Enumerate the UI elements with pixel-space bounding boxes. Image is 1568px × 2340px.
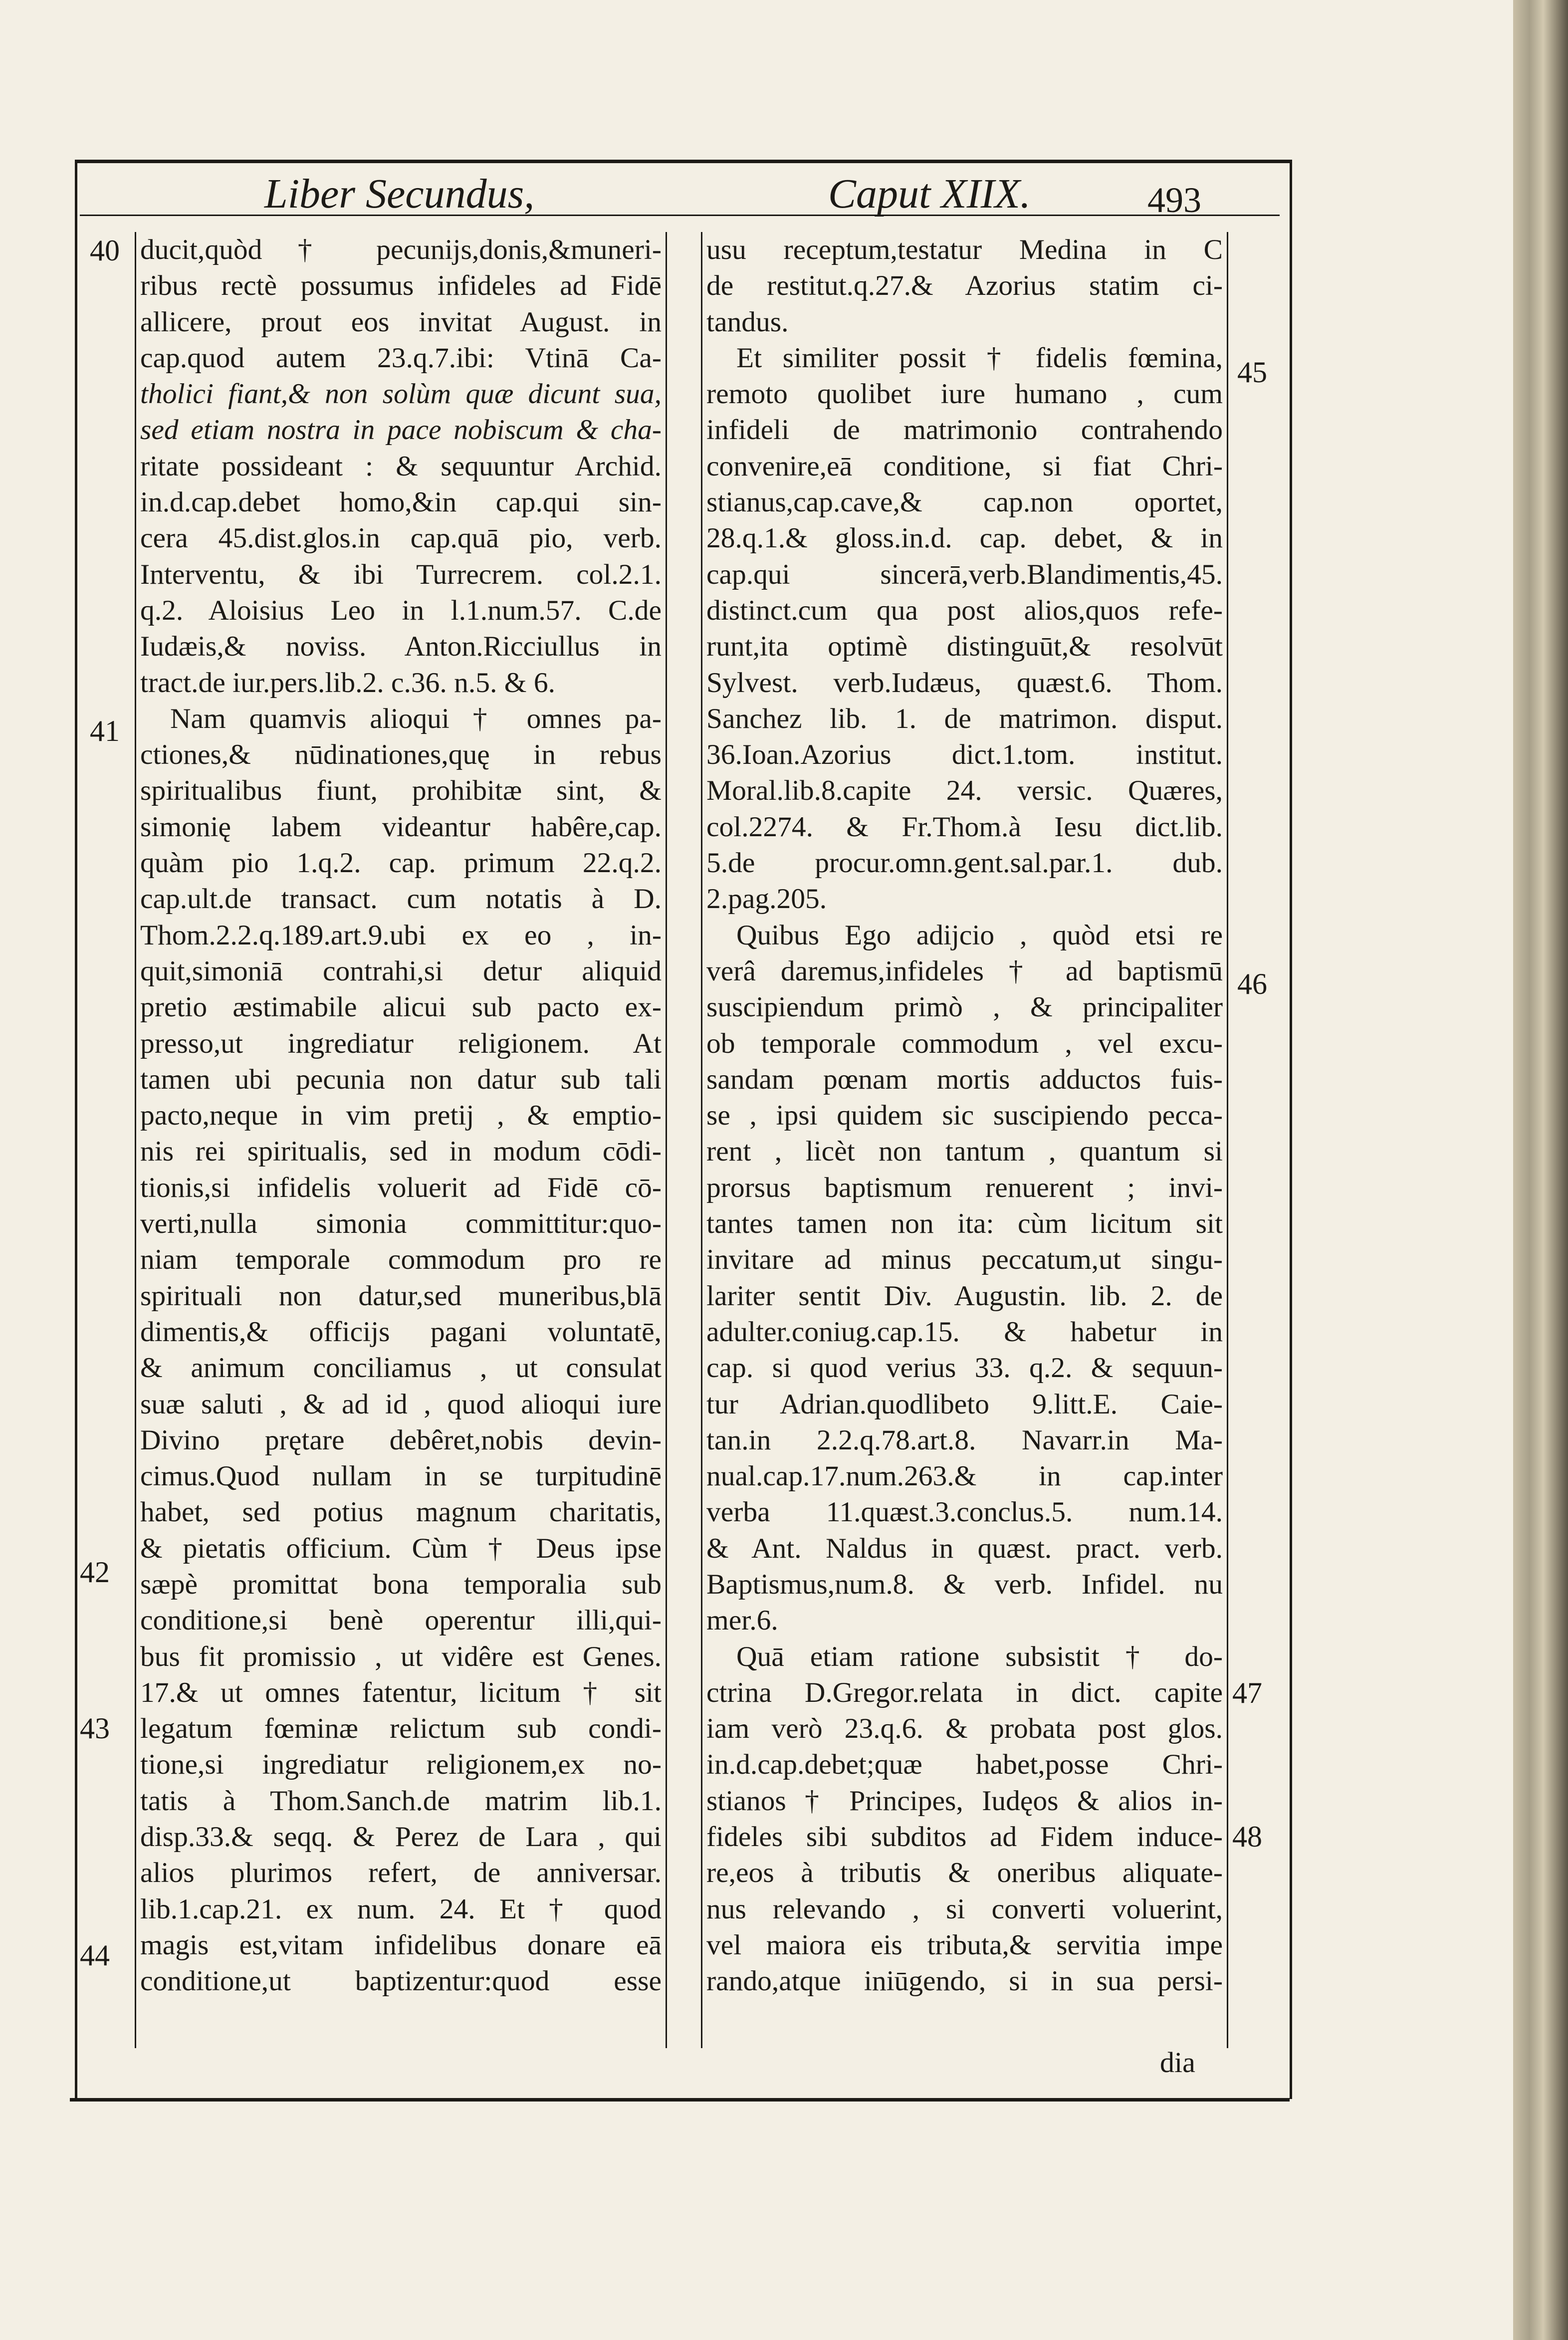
right-line: Baptismus,num.8. & verb. Infidel. nu <box>706 1568 1223 1600</box>
left-line: sed etiam nostra in pace nobiscum & cha- <box>140 414 662 446</box>
catchword: dia <box>1160 2046 1195 2079</box>
header-rule <box>80 215 1280 216</box>
left-line: simonię labem videantur habêre,cap. <box>140 811 662 843</box>
right-line: mer.6. <box>706 1605 778 1637</box>
left-line: Iudæis,& noviss. Anton.Ricciullus in <box>140 631 662 663</box>
left-line: & animum conciliamus , ut consulat <box>140 1352 662 1384</box>
right-line: 36.Ioan.Azorius dict.1.tom. institut. <box>706 739 1223 771</box>
right-line: iam verò 23.q.6. & probata post glos. <box>706 1713 1223 1745</box>
right-line: ctrina D.Gregor.relata in dict. capite <box>706 1676 1223 1708</box>
right-line: adulter.coniug.cap.15. & habetur in <box>706 1316 1223 1348</box>
margin-number-41: 41 <box>90 714 120 747</box>
book-edge <box>1513 0 1568 2340</box>
left-line: nis rei spiritualis, sed in modum cōdi- <box>140 1136 662 1168</box>
left-line: suæ saluti , & ad id , quod alioqui iure <box>140 1388 662 1420</box>
left-line: spiritualibus fiunt, prohibitæ sint, & <box>140 775 662 807</box>
left-line: tract.de iur.pers.lib.2. c.36. n.5. & 6. <box>140 667 555 699</box>
right-line: de restitut.q.27.& Azorius statim ci- <box>706 270 1223 302</box>
right-line: runt,ita optimè distinguūt,& resolvūt <box>706 631 1223 663</box>
left-line: in.d.cap.debet homo,&in cap.qui sin- <box>140 486 662 518</box>
left-line: q.2. Aloisius Leo in l.1.num.57. C.de <box>140 594 662 626</box>
left-line: & pietatis officium. Cùm † Deus ipse <box>140 1532 662 1564</box>
right-line: prorsus baptismum renuerent ; invi- <box>706 1171 1223 1203</box>
right-line: usu receptum,testatur Medina in C <box>706 234 1223 265</box>
left-line: allicere, prout eos invitat August. in <box>140 306 662 338</box>
right-line: cap. si quod verius 33. q.2. & sequun- <box>706 1352 1223 1384</box>
right-line: sandam pœnam mortis adductos fuis- <box>706 1063 1223 1095</box>
right-line: lariter sentit Div. Augustin. lib. 2. de <box>706 1280 1223 1312</box>
right-line: 5.de procur.omn.gent.sal.par.1. dub. <box>706 847 1223 879</box>
left-line: cimus.Quod nullam in se turpitudinē <box>140 1460 662 1492</box>
left-line: tholici fiant,& non solùm quæ dicunt sua, <box>140 378 662 410</box>
left-line: ritate possideant : & sequuntur Archid. <box>140 450 662 482</box>
right-line: nual.cap.17.num.263.& in cap.inter <box>706 1460 1223 1492</box>
margin-number-40: 40 <box>90 234 120 267</box>
right-line: col.2274. & Fr.Thom.à Iesu dict.lib. <box>706 811 1223 843</box>
left-line: tatis à Thom.Sanch.de matrim lib.1. <box>140 1785 662 1817</box>
left-line: legatum fœminæ relictum sub condi- <box>140 1713 662 1745</box>
left-line: conditione,ut baptizentur:quod esse <box>140 1965 662 1997</box>
left-line: tamen ubi pecunia non datur sub tali <box>140 1063 662 1095</box>
left-line: cera 45.dist.glos.in cap.quā pio, verb. <box>140 522 662 554</box>
right-line: convenire,eā conditione, si fiat Chri- <box>706 450 1223 482</box>
left-line: Divino prętare debêret,nobis devin- <box>140 1424 662 1456</box>
right-line: stianus,cap.cave,& cap.non oportet, <box>706 486 1223 518</box>
right-line: in.d.cap.debet;quæ habet,posse Chri- <box>706 1749 1223 1781</box>
right-line: 28.q.1.& gloss.in.d. cap. debet, & in <box>706 522 1223 554</box>
left-line: Thom.2.2.q.189.art.9.ubi ex eo , in- <box>140 919 662 951</box>
left-line: conditione,si benè operentur illi,qui- <box>140 1605 662 1637</box>
left-line: quàm pio 1.q.2. cap. primum 22.q.2. <box>140 847 662 879</box>
left-line: tionis,si infidelis voluerit ad Fidē cō- <box>140 1171 662 1203</box>
left-line: quit,simoniā contrahi,si detur aliquid <box>140 955 662 987</box>
right-line: ob temporale commodum , vel excu- <box>706 1027 1223 1059</box>
left-line: niam temporale commodum pro re <box>140 1244 662 1276</box>
margin-number-43: 43 <box>80 1712 110 1745</box>
left-line: pretio æstimabile alicui sub pacto ex- <box>140 991 662 1023</box>
bottom-rule <box>70 2098 1290 2102</box>
left-line: cap.quod autem 23.q.7.ibi: Vtinā Ca- <box>140 342 662 374</box>
right-line: vel maiora eis tributa,& servitia impe <box>706 1929 1223 1961</box>
left-line: magis est,vitam infidelibus donare eā <box>140 1929 662 1961</box>
right-line: infideli de matrimonio contrahendo <box>706 414 1223 446</box>
right-column <box>701 232 1228 2048</box>
right-line: suscipiendum primò , & principaliter <box>706 991 1223 1023</box>
left-line: cap.ult.de transact. cum notatis à D. <box>140 883 662 915</box>
left-line: Interventu, & ibi Turrecrem. col.2.1. <box>140 558 662 590</box>
right-line: cap.qui sincerā,verb.Blandimentis,45. <box>706 558 1223 590</box>
margin-number-47: 47 <box>1232 1676 1262 1709</box>
left-line: tione,si ingrediatur religionem,ex no- <box>140 1749 662 1781</box>
right-line: distinct.cum qua post alios,quos refe- <box>706 594 1223 626</box>
right-line: invitare ad minus peccatum,ut singu- <box>706 1244 1223 1276</box>
right-line: se , ipsi quidem sic suscipiendo pecca- <box>706 1100 1223 1132</box>
right-line: verba 11.quæst.3.conclus.5. num.14. <box>706 1496 1223 1528</box>
running-head-left: Liber Secundus, <box>264 171 535 217</box>
right-line: Et similiter possit † fidelis fœmina, <box>736 342 1223 374</box>
right-line: stianos † Principes, Iudęos & alios in- <box>706 1785 1223 1817</box>
right-line: Quibus Ego adijcio , quòd etsi re <box>736 919 1223 951</box>
left-line: ctiones,& nūdinationes,quę in rebus <box>140 739 662 771</box>
left-line: spirituali non datur,sed muneribus,blā <box>140 1280 662 1312</box>
page-number: 493 <box>1147 180 1201 220</box>
left-line: disp.33.& seqq. & Perez de Lara , qui <box>140 1821 662 1853</box>
left-column <box>135 232 667 2048</box>
right-line: rent , licèt non tantum , quantum si <box>706 1136 1223 1168</box>
margin-number-46: 46 <box>1237 967 1267 1000</box>
left-line: ducit,quòd † pecunijs,donis,&muneri- <box>140 234 662 265</box>
right-line: re,eos à tributis & oneribus aliquate- <box>706 1857 1223 1889</box>
right-line: & Ant. Naldus in quæst. pract. verb. <box>706 1532 1223 1564</box>
margin-number-45: 45 <box>1237 356 1267 389</box>
left-line: presso,ut ingrediatur religionem. At <box>140 1027 662 1059</box>
left-line: pacto,neque in vim pretij , & emptio- <box>140 1100 662 1132</box>
right-line: tur Adrian.quodlibeto 9.litt.E. Caie- <box>706 1388 1223 1420</box>
left-line: dimentis,& officijs pagani voluntatē, <box>140 1316 662 1348</box>
right-line: verâ daremus,infideles † ad baptismū <box>706 955 1223 987</box>
right-line: 2.pag.205. <box>706 883 827 915</box>
right-line: tan.in 2.2.q.78.art.8. Navarr.in Ma- <box>706 1424 1223 1456</box>
right-line: remoto quolibet iure humano , cum <box>706 378 1223 410</box>
right-line: Quā etiam ratione subsistit † do- <box>736 1640 1223 1672</box>
left-line: ribus rectè possumus infideles ad Fidē <box>140 270 662 302</box>
right-line: Sanchez lib. 1. de matrimon. disput. <box>706 702 1223 734</box>
right-line: nus relevando , si converti voluerint, <box>706 1893 1223 1925</box>
left-line: verti,nulla simonia committitur:quo- <box>140 1208 662 1240</box>
left-line: alios plurimos refert, de anniversar. <box>140 1857 662 1889</box>
right-line: Moral.lib.8.capite 24. versic. Quæres, <box>706 775 1223 807</box>
left-line: habet, sed potius magnum charitatis, <box>140 1496 662 1528</box>
right-line: rando,atque iniūgendo, si in sua persi- <box>706 1965 1223 1997</box>
left-line: lib.1.cap.21. ex num. 24. Et † quod <box>140 1893 662 1925</box>
left-line: 17.& ut omnes fatentur, licitum † sit <box>140 1676 662 1708</box>
right-line: Sylvest. verb.Iudæus, quæst.6. Thom. <box>706 667 1223 699</box>
right-line: tantes tamen non ita: cùm licitum sit <box>706 1208 1223 1240</box>
left-line: bus fit promissio , ut vidêre est Genes. <box>140 1640 662 1672</box>
right-line: fideles sibi subditos ad Fidem induce- <box>706 1821 1223 1853</box>
right-line: tandus. <box>706 306 789 338</box>
margin-number-42: 42 <box>80 1556 110 1589</box>
left-line: sæpè promittat bona temporalia sub <box>140 1568 662 1600</box>
left-line: Nam quamvis alioqui † omnes pa- <box>170 702 662 734</box>
margin-number-44: 44 <box>80 1939 110 1972</box>
running-head-right: Caput XIIX. <box>828 171 1031 217</box>
margin-number-48: 48 <box>1232 1820 1262 1853</box>
